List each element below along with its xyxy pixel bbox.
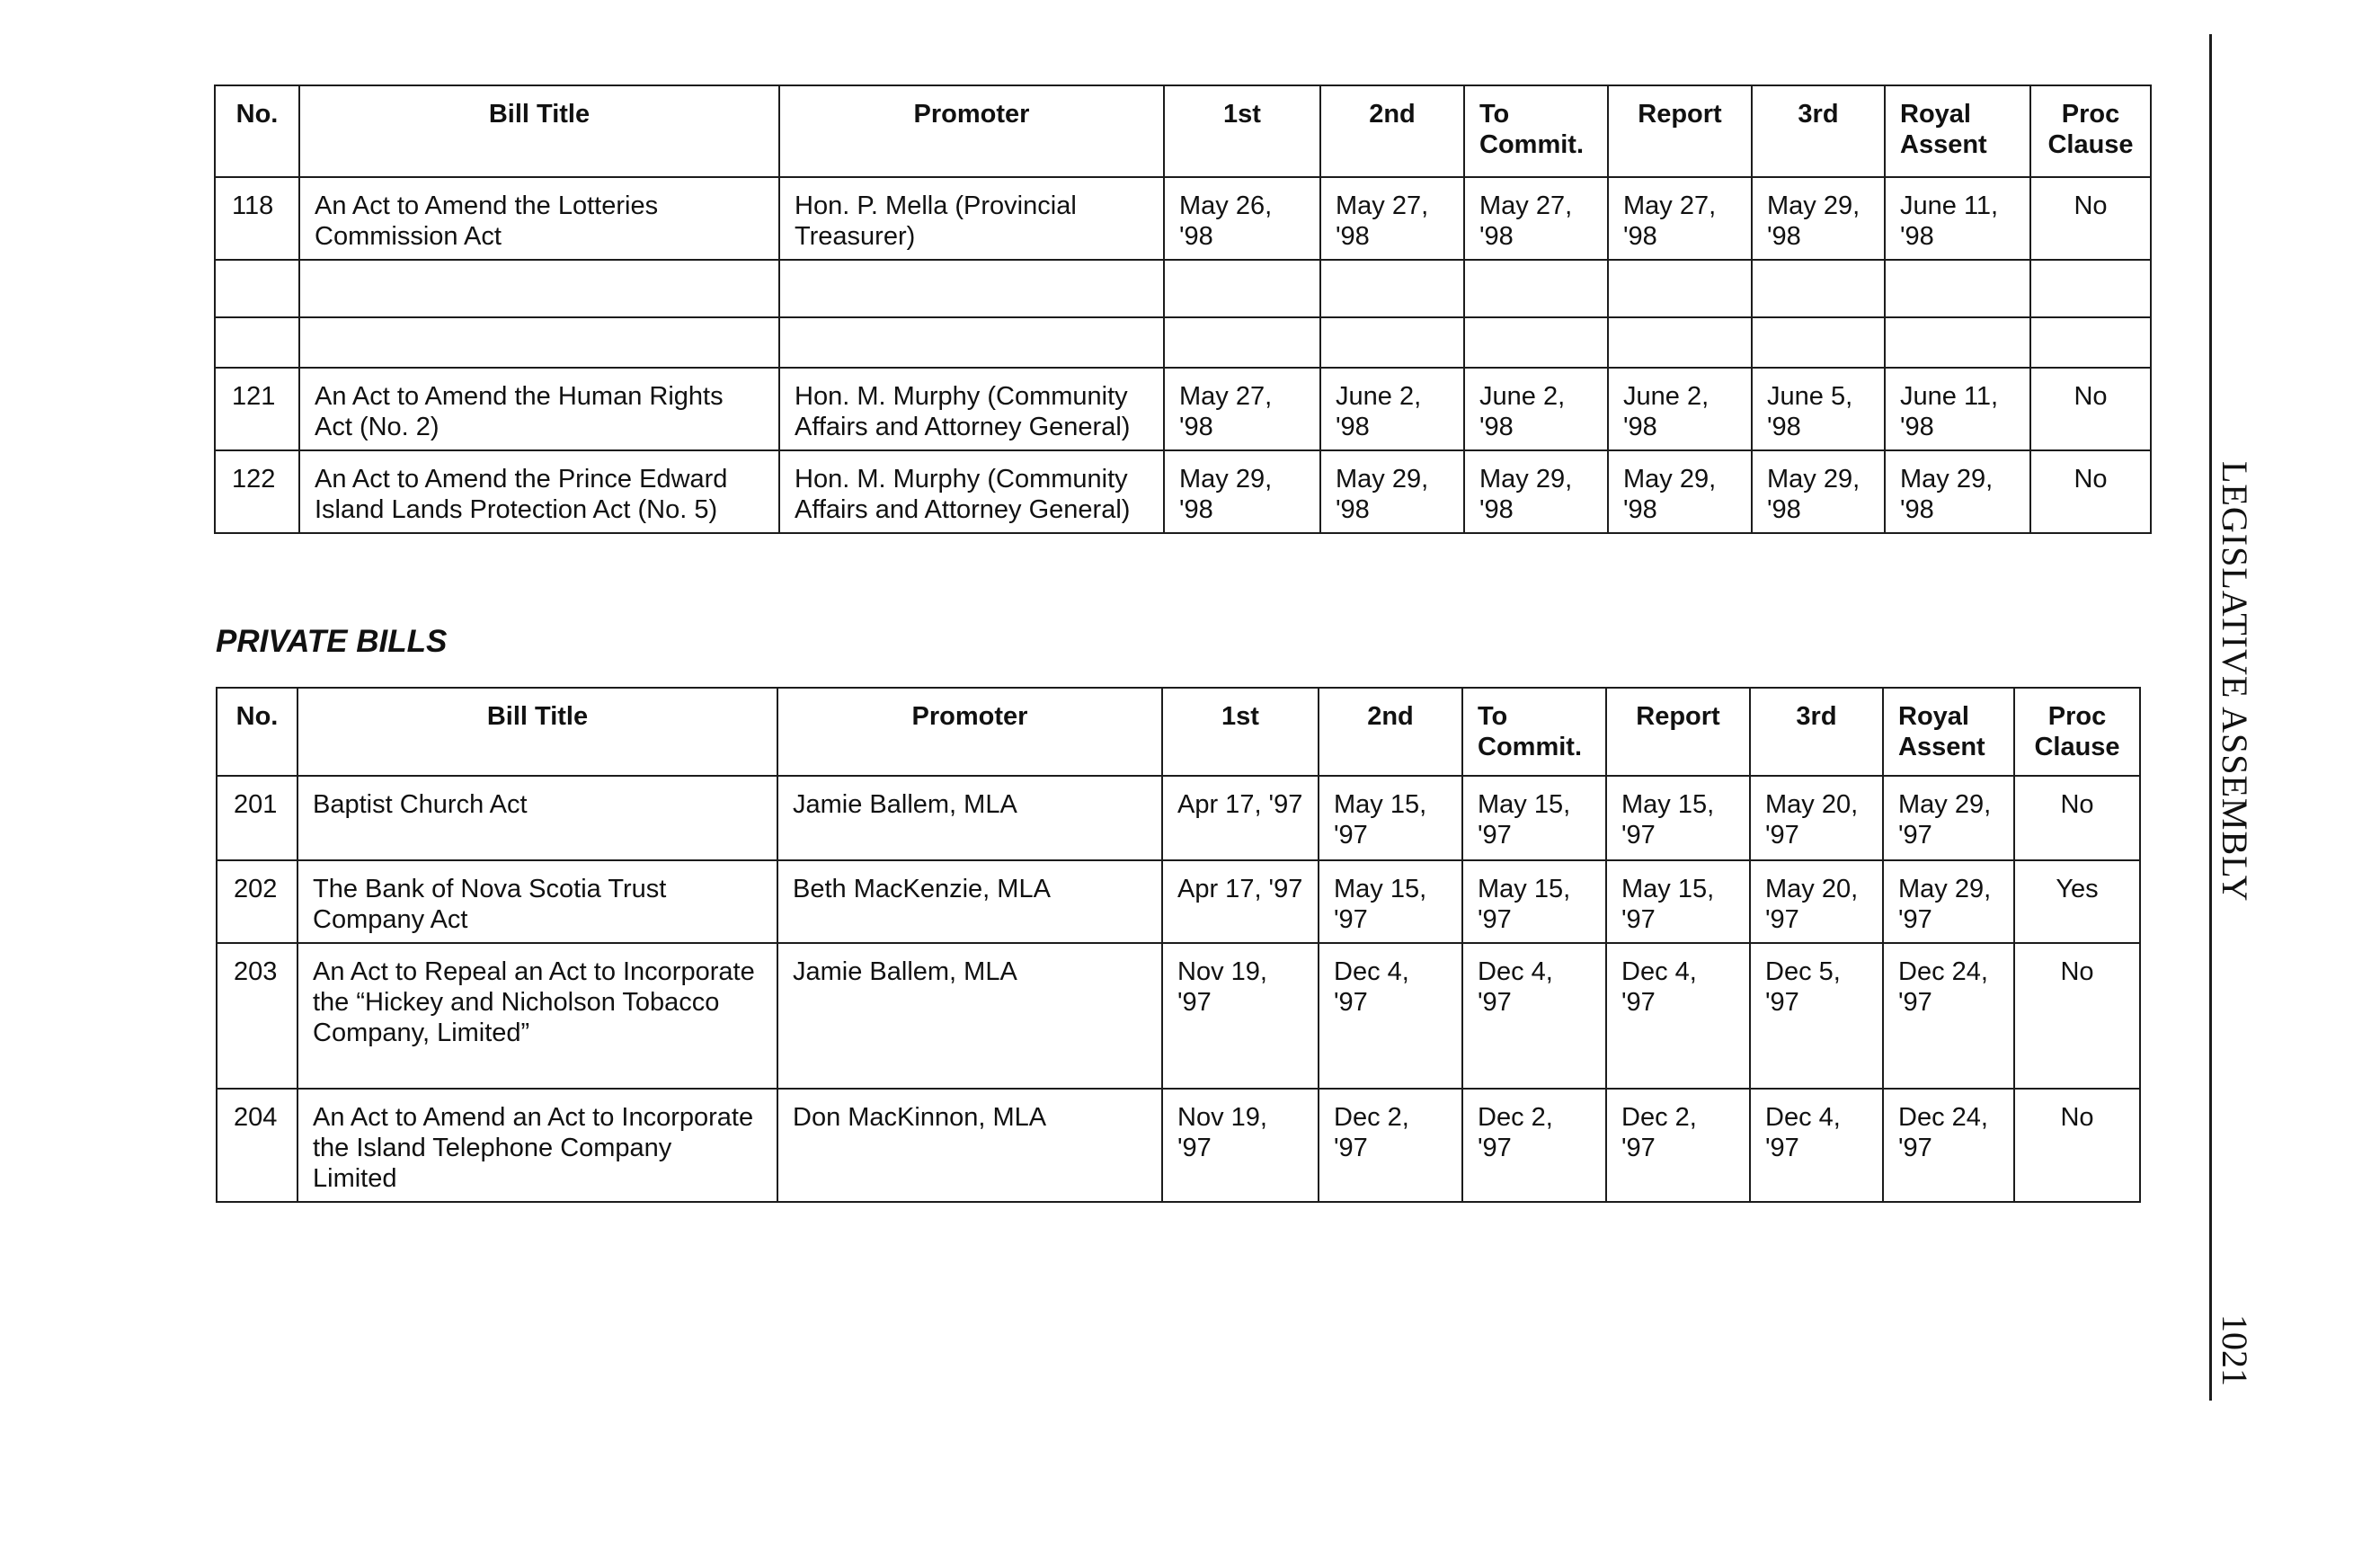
second-reading: Dec 4, '97 [1319,943,1462,1089]
bill-no: 122 [215,450,299,533]
header-proc-clause: Proc Clause [2014,688,2140,776]
bill-promoter: Jamie Ballem, MLA [777,943,1162,1089]
header-royal-assent: Royal Assent [1883,688,2014,776]
second-reading: May 15, '97 [1319,860,1462,943]
to-commit: Dec 2, '97 [1462,1089,1606,1202]
bill-promoter: Hon. M. Murphy (Community Affairs and Attorney General) [779,368,1164,450]
header-second: 2nd [1320,85,1464,177]
report: June 2, '98 [1608,368,1752,450]
royal-assent: May 29, '98 [1885,450,2030,533]
report: May 27, '98 [1608,177,1752,260]
header-bill-title: Bill Title [299,85,779,177]
to-commit: May 29, '98 [1464,450,1608,533]
table-row [217,943,2140,1089]
royal-assent: June 11, '98 [1885,177,2030,260]
report: May 29, '98 [1608,450,1752,533]
proc-clause: No [2014,1089,2140,1202]
header-no: No. [217,688,298,776]
private-bills-table [216,687,2141,1203]
bill-title: An Act to Amend the Prince Edward Island Lands Protection Act (No. 5) [299,450,779,533]
bill-title: Baptist Church Act [298,776,777,860]
royal-assent: Dec 24, '97 [1883,1089,2014,1202]
bill-no: 118 [215,177,299,260]
third-reading: May 29, '98 [1752,450,1885,533]
proc-clause: No [2030,177,2151,260]
report: May 15, '97 [1606,776,1750,860]
header-second: 2nd [1319,688,1462,776]
third-reading: Dec 5, '97 [1750,943,1883,1089]
table-row [217,776,2140,860]
third-reading: May 20, '97 [1750,860,1883,943]
page-number: 1021 [2215,1314,2255,1386]
bill-title: An Act to Repeal an Act to Incorporate the “Hickey and Nicholson Tobacco Company, Limited” [298,943,777,1089]
third-reading: Dec 4, '97 [1750,1089,1883,1202]
proc-clause: No [2030,450,2151,533]
header-report: Report [1608,85,1752,177]
bill-promoter: Hon. M. Murphy (Community Affairs and Attorney General) [779,450,1164,533]
royal-assent: May 29, '97 [1883,860,2014,943]
table-row [217,860,2140,943]
proc-clause: Yes [2014,860,2140,943]
second-reading: May 29, '98 [1320,450,1464,533]
bill-promoter: Beth MacKenzie, MLA [777,860,1162,943]
bill-title: An Act to Amend an Act to Incorporate the Island Telephone Company Limited [298,1089,777,1202]
royal-assent: June 11, '98 [1885,368,2030,450]
margin-rule [2209,34,2212,1401]
header-proc-clause: Proc Clause [2030,85,2151,177]
bill-promoter: Hon. P. Mella (Provincial Treasurer) [779,177,1164,260]
to-commit: May 15, '97 [1462,860,1606,943]
table-row [215,368,2151,450]
first-reading: Apr 17, '97 [1162,776,1319,860]
to-commit: June 2, '98 [1464,368,1608,450]
bill-no: 201 [217,776,298,860]
report: May 15, '97 [1606,860,1750,943]
third-reading: June 5, '98 [1752,368,1885,450]
first-reading: May 26, '98 [1164,177,1320,260]
header-promoter: Promoter [779,85,1164,177]
header-third: 3rd [1752,85,1885,177]
bill-title: An Act to Amend the Lotteries Commission Act [299,177,779,260]
proc-clause: No [2014,943,2140,1089]
header-to-commit: To Commit. [1464,85,1608,177]
bill-promoter: Don MacKinnon, MLA [777,1089,1162,1202]
header-first: 1st [1162,688,1319,776]
public-bills-table [214,85,2152,534]
to-commit: Dec 4, '97 [1462,943,1606,1089]
royal-assent: Dec 24, '97 [1883,943,2014,1089]
bill-title: The Bank of Nova Scotia Trust Company Act [298,860,777,943]
to-commit: May 27, '98 [1464,177,1608,260]
proc-clause: No [2014,776,2140,860]
empty-row [215,260,2151,317]
bill-no: 204 [217,1089,298,1202]
empty-row [215,317,2151,368]
header-to-commit: To Commit. [1462,688,1606,776]
header-royal-assent: Royal Assent [1885,85,2030,177]
bill-promoter: Jamie Ballem, MLA [777,776,1162,860]
header-promoter: Promoter [777,688,1162,776]
second-reading: May 15, '97 [1319,776,1462,860]
header-report: Report [1606,688,1750,776]
table-row [215,177,2151,260]
to-commit: May 15, '97 [1462,776,1606,860]
first-reading: May 29, '98 [1164,450,1320,533]
second-reading: Dec 2, '97 [1319,1089,1462,1202]
header-no: No. [215,85,299,177]
royal-assent: May 29, '97 [1883,776,2014,860]
first-reading: Apr 17, '97 [1162,860,1319,943]
first-reading: Nov 19, '97 [1162,943,1319,1089]
proc-clause: No [2030,368,2151,450]
header-first: 1st [1164,85,1320,177]
bill-no: 203 [217,943,298,1089]
table-row [215,450,2151,533]
first-reading: Nov 19, '97 [1162,1089,1319,1202]
report: Dec 2, '97 [1606,1089,1750,1202]
section-heading-private-bills: PRIVATE BILLS [216,624,448,659]
second-reading: May 27, '98 [1320,177,1464,260]
first-reading: May 27, '98 [1164,368,1320,450]
third-reading: May 29, '98 [1752,177,1885,260]
bill-no: 202 [217,860,298,943]
bill-title: An Act to Amend the Human Rights Act (No. 2) [299,368,779,450]
report: Dec 4, '97 [1606,943,1750,1089]
table-row [217,1089,2140,1202]
bill-no: 121 [215,368,299,450]
running-title: LEGISLATIVE ASSEMBLY [2215,461,2255,903]
header-third: 3rd [1750,688,1883,776]
second-reading: June 2, '98 [1320,368,1464,450]
header-bill-title: Bill Title [298,688,777,776]
third-reading: May 20, '97 [1750,776,1883,860]
